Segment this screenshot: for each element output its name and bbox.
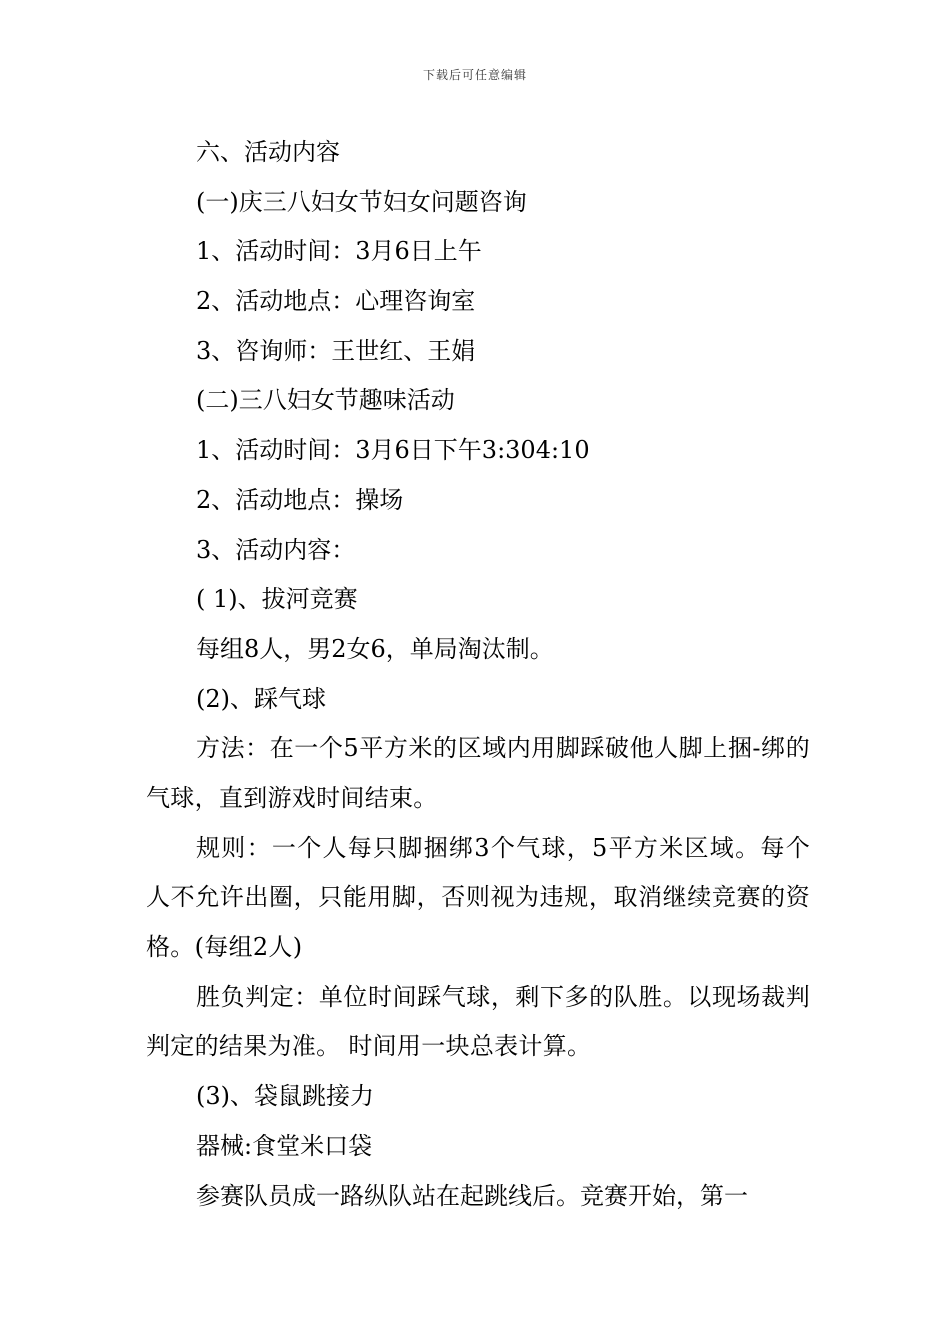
- paragraph-method: 方法：在一个5平方米的区域内用脚踩破他人脚上捆-绑的气球，直到游戏时间结束。: [146, 734, 810, 812]
- document-body: [146, 128, 810, 1221]
- list-item: 3、咨询师：王世红、王娟: [196, 336, 476, 365]
- paragraph-line: 器械:食堂米口袋: [196, 1131, 373, 1160]
- subsection-heading-2: (二)三八妇女节趣味活动: [196, 386, 455, 415]
- list-item: 1、活动时间：3月6日上午: [196, 237, 482, 266]
- paragraph-line: 参赛队员成一路纵队站在起跳线后。竞赛开始，第一: [196, 1181, 748, 1210]
- section-heading: 六、活动内容: [196, 138, 340, 166]
- list-item: 2、活动地点：操场: [196, 485, 404, 514]
- paragraph-rules: 规则：一个人每只脚捆绑3个气球，5平方米区域。每个人不允许出圈，只能用脚，否则视为违规，取消继续竞赛的资格。(每组2人): [146, 833, 810, 962]
- paragraph-line: 每组8人，男2女6，单局淘汰制。: [196, 634, 554, 663]
- list-item: 2、活动地点：心理咨询室: [196, 287, 476, 316]
- activity-title: (3)、袋鼠跳接力: [196, 1082, 374, 1111]
- page-header: 下载后可任意编辑: [422, 68, 527, 82]
- activity-title: ( 1)、拔河竞赛: [196, 585, 358, 614]
- paragraph-judging: 胜负判定：单位时间踩气球，剩下多的队胜。以现场裁判判定的结果为准。 时间用一块总表计算。: [146, 982, 810, 1061]
- list-item: 3、活动内容：: [196, 535, 356, 564]
- subsection-heading-1: (一)庆三八妇女节妇女问题咨询: [196, 187, 527, 216]
- activity-title: (2)、踩气球: [196, 684, 326, 713]
- list-item: 1、活动时间：3月6日下午3:304:10: [196, 436, 590, 465]
